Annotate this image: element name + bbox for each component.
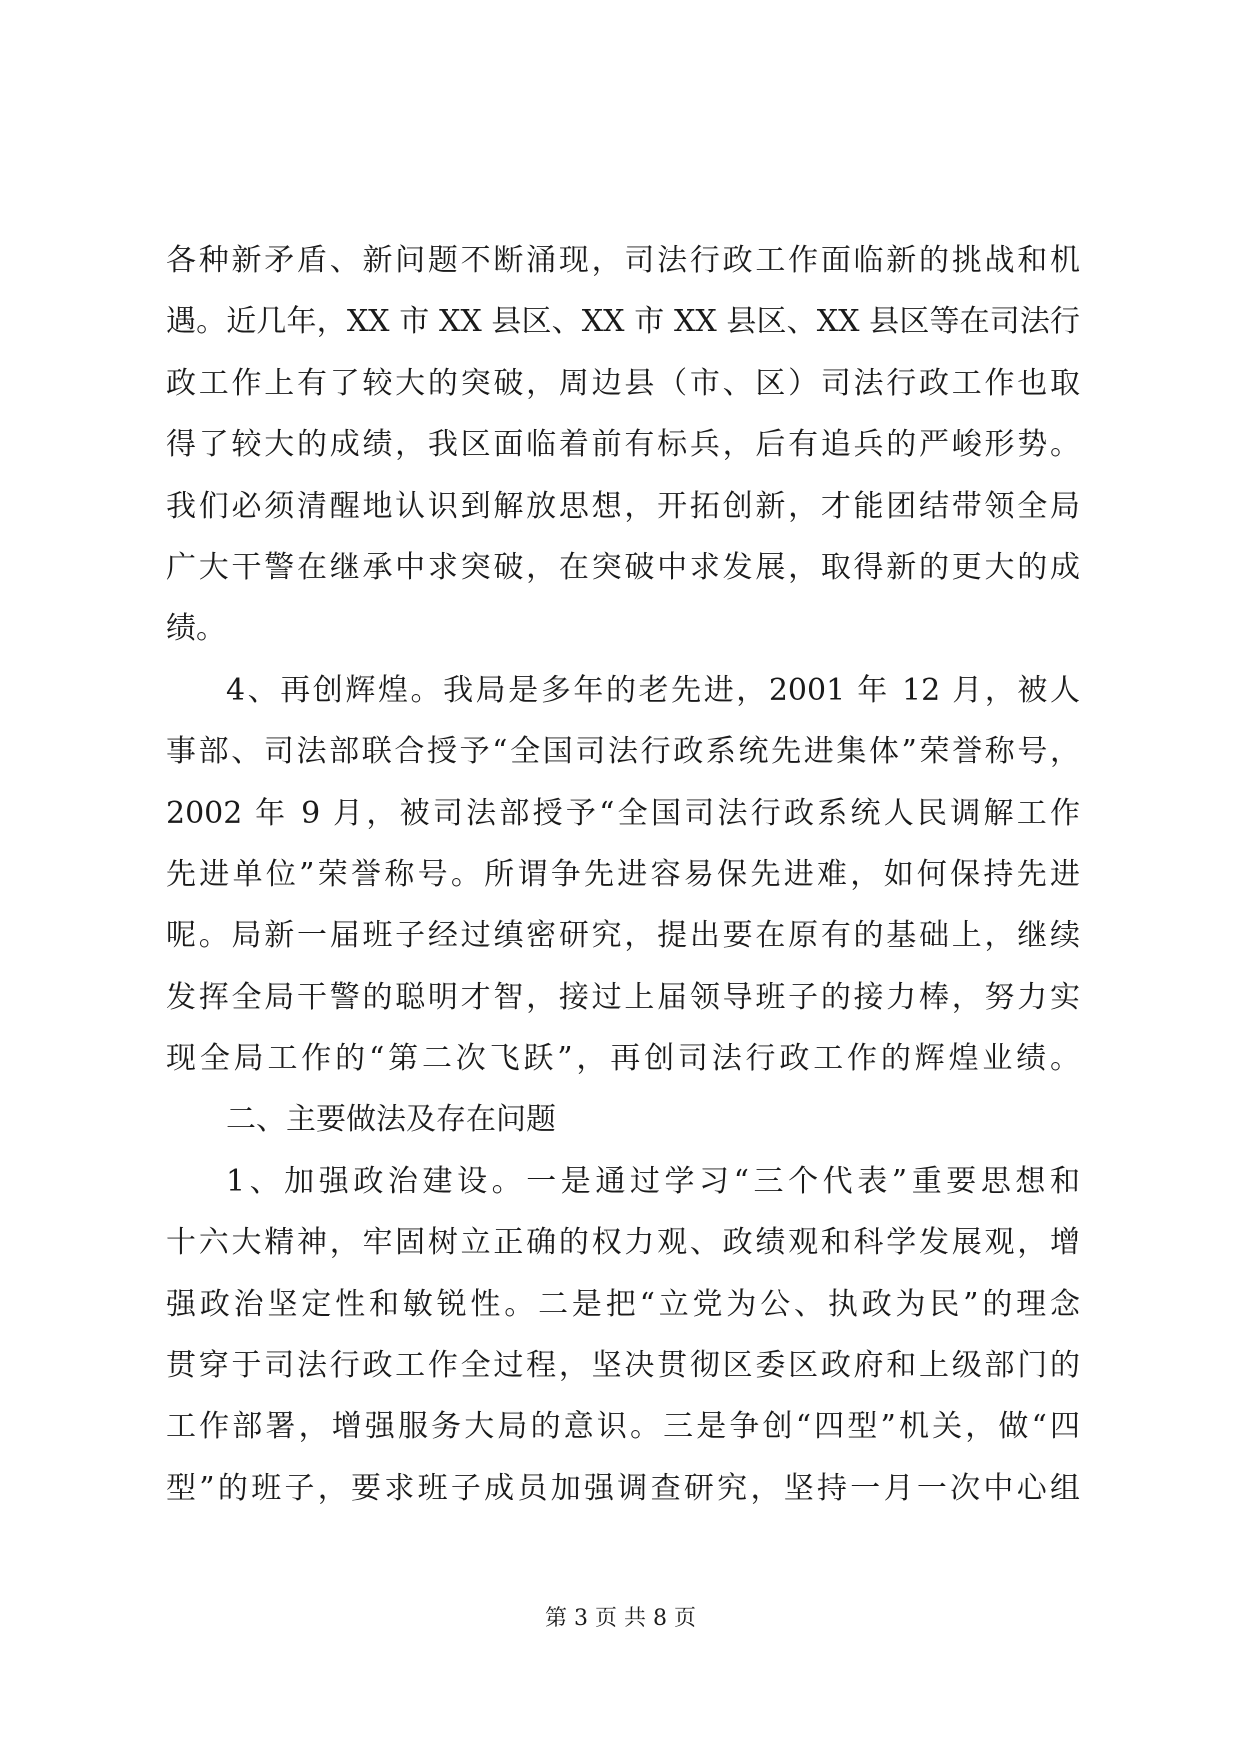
text-line: 呢。局新一届班子经过缜密研究，提出要在原有的基础上，继续 [166, 918, 1080, 954]
text-line: 强政治坚定性和敏锐性。二是把“立党为公、执政为民”的理念 [166, 1286, 1080, 1322]
text-line: 得了较大的成绩，我区面临着前有标兵，后有追兵的严峻形势。 [166, 427, 1080, 463]
body-text [166, 230, 1080, 1519]
text-line: 工作部署，增强服务大局的意识。三是争创“四型”机关，做“四 [166, 1409, 1080, 1445]
text-line: 型”的班子，要求班子成员加强调查研究，坚持一月一次中心组 [166, 1470, 1080, 1506]
paragraph-first-line: 1、加强政治建设。一是通过学习“三个代表”重要思想和 [226, 1163, 1080, 1199]
text-line: 先进单位”荣誉称号。所谓争先进容易保先进难，如何保持先进 [166, 856, 1080, 892]
text-line: 广大干警在继承中求突破，在突破中求发展，取得新的更大的成 [166, 549, 1080, 585]
text-line: 2002 年 9 月，被司法部授予“全国司法行政系统人民调解工作 [166, 795, 1080, 831]
text-line: 现全局工作的“第二次飞跃”，再创司法行政工作的辉煌业绩。 [166, 1041, 1080, 1077]
text-line: 我们必须清醒地认识到解放思想，开拓创新，才能团结带领全局 [166, 488, 1080, 524]
page-number-footer: 第 3 页 共 8 页 [545, 1606, 696, 1631]
text-line: 各种新矛盾、新问题不断涌现，司法行政工作面临新的挑战和机 [166, 243, 1080, 278]
text-line: 事部、司法部联合授予“全国司法行政系统先进集体”荣誉称号， [166, 734, 1080, 770]
text-line: 遇。近几年，XX 市 XX 县区、XX 市 XX 县区、XX 县区等在司法行 [166, 304, 1080, 340]
text-line: 贯穿于司法行政工作全过程，坚决贯彻区委区政府和上级部门的 [166, 1348, 1080, 1384]
section-heading: 二、主要做法及存在问题 [226, 1102, 556, 1138]
text-line: 发挥全局干警的聪明才智，接过上届领导班子的接力棒，努力实 [166, 979, 1080, 1015]
text-line: 政工作上有了较大的突破，周边县（市、区）司法行政工作也取 [166, 365, 1080, 401]
text-line: 绩。 [166, 611, 226, 647]
text-line: 十六大精神，牢固树立正确的权力观、政绩观和科学发展观，增 [166, 1225, 1080, 1261]
paragraph-first-line: 4、再创辉煌。我局是多年的老先进，2001 年 12 月，被人 [226, 672, 1080, 708]
